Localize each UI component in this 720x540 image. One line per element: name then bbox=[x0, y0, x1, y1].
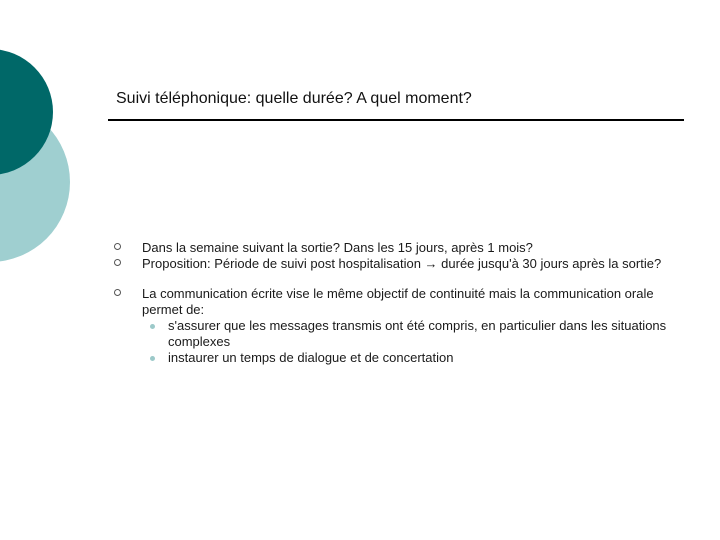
bullet-text: Dans la semaine suivant la sortie? Dans les 15 jours, après 1 mois? bbox=[142, 240, 533, 255]
sub-bullet-text: s'assurer que les messages transmis ont été compris, en particulier dans les situations complexes bbox=[168, 318, 667, 349]
slide-title: Suivi téléphonique: quelle durée? A quel moment? bbox=[116, 90, 472, 107]
title-underline bbox=[108, 119, 684, 121]
decorative-circles bbox=[0, 0, 80, 300]
hollow-bullet-icon bbox=[114, 259, 121, 266]
bullet-text: Proposition: Période de suivi post hospitalisation → durée jusqu'à 30 jours après la sortie? bbox=[142, 256, 662, 271]
bullet-text: La communication écrite vise le même objectif de continuité mais la communication orale permet de: bbox=[142, 286, 654, 317]
hollow-bullet-icon bbox=[114, 289, 121, 296]
hollow-bullet-icon bbox=[114, 243, 121, 250]
filled-bullet-icon bbox=[150, 324, 155, 329]
sub-bullet-text: instaurer un temps de dialogue et de concertation bbox=[168, 350, 454, 365]
bullet-item bbox=[114, 256, 674, 272]
bullet-list bbox=[114, 240, 674, 366]
filled-bullet-icon bbox=[150, 356, 155, 361]
bullet-item bbox=[114, 286, 674, 366]
bullet-item bbox=[114, 240, 674, 256]
sub-bullet-item bbox=[138, 318, 674, 350]
sub-bullet-item bbox=[138, 350, 674, 366]
